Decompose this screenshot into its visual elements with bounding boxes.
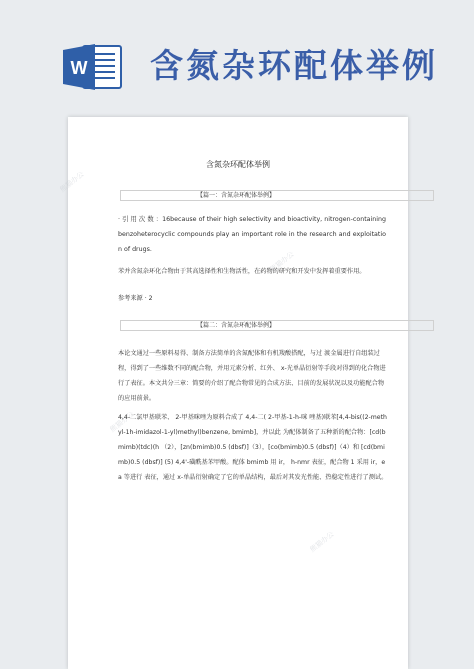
watermark: 熊猫办公	[58, 170, 86, 194]
section-header-1: 【篇一：含氮杂环配体举例】	[120, 190, 434, 201]
reference-source: 参考来源 · 2	[118, 295, 153, 302]
paragraph-synthesis: 4,4-二氯甲基联苯、 2-甲基咪唑为原料合成了 4,4-二( 2-甲基-1-h-咪 唑基)联苯[4,4-bis((2-methyl-1h-imidazol-1-yl)methyl)benzene, bmimb]，并以此 为配体制备了五种新的配合物：[cd(bmimb)(tdc)(h （2），[zn(bmimb)0.5 (dbsf)]（3），[co(bmimb)0.5 (dbsf)]（4）和 [cd(bmimb)0.5 (dbsf)] (5) 4,4'-磺酰基苯甲酸。配体 bmimb 用 ir， h-nmr 表征，配合物 1 采用 ir，ea 等进行 表征，通过 x-单晶衍射确定了它的单晶结构，最后对其发光性能、热稳定性进行了测试。	[118, 414, 388, 481]
banner	[0, 0, 474, 100]
watermark: 熊猫办公	[308, 530, 336, 554]
document-page	[58, 117, 408, 669]
watermark: 熊猫办公	[268, 250, 296, 274]
paragraph-english: · 引 用 次 数 ：16because of their high selectivity and bioactivity, nitrogen-containing benzoheterocyclic compounds play an important role in the research and exploitation of drugs.	[118, 216, 386, 253]
banner-title: 含氮杂环配体举例	[150, 46, 438, 85]
section-header-2: 【篇二：含氮杂环配体举例】	[120, 320, 434, 331]
word-icon-letter: W	[70, 58, 88, 78]
paragraph-translation: 苯并含氮杂环化合物由于其高选择性和生物活性，在药物的研究和开发中发挥着重要作用。	[118, 268, 366, 275]
paragraph-intro: 本论文通过一些原料易得、制备方法简单的含氮配体和有机羧酸搭配，与过 渡金属进行自组装过程，得到了一些维数不同的配合物，并用元素分析、红外、 x-光单晶衍射等手段对得到的化合物进行了表征。本文共分三章：简要的介绍了配合物常见的合成方法、目前的发展状况以及功能配合物的应用前景。	[118, 350, 386, 402]
watermark: 熊猫办公	[108, 410, 136, 434]
word-document-icon	[63, 44, 123, 90]
document-title: 含氮杂环配体举例	[206, 160, 270, 169]
